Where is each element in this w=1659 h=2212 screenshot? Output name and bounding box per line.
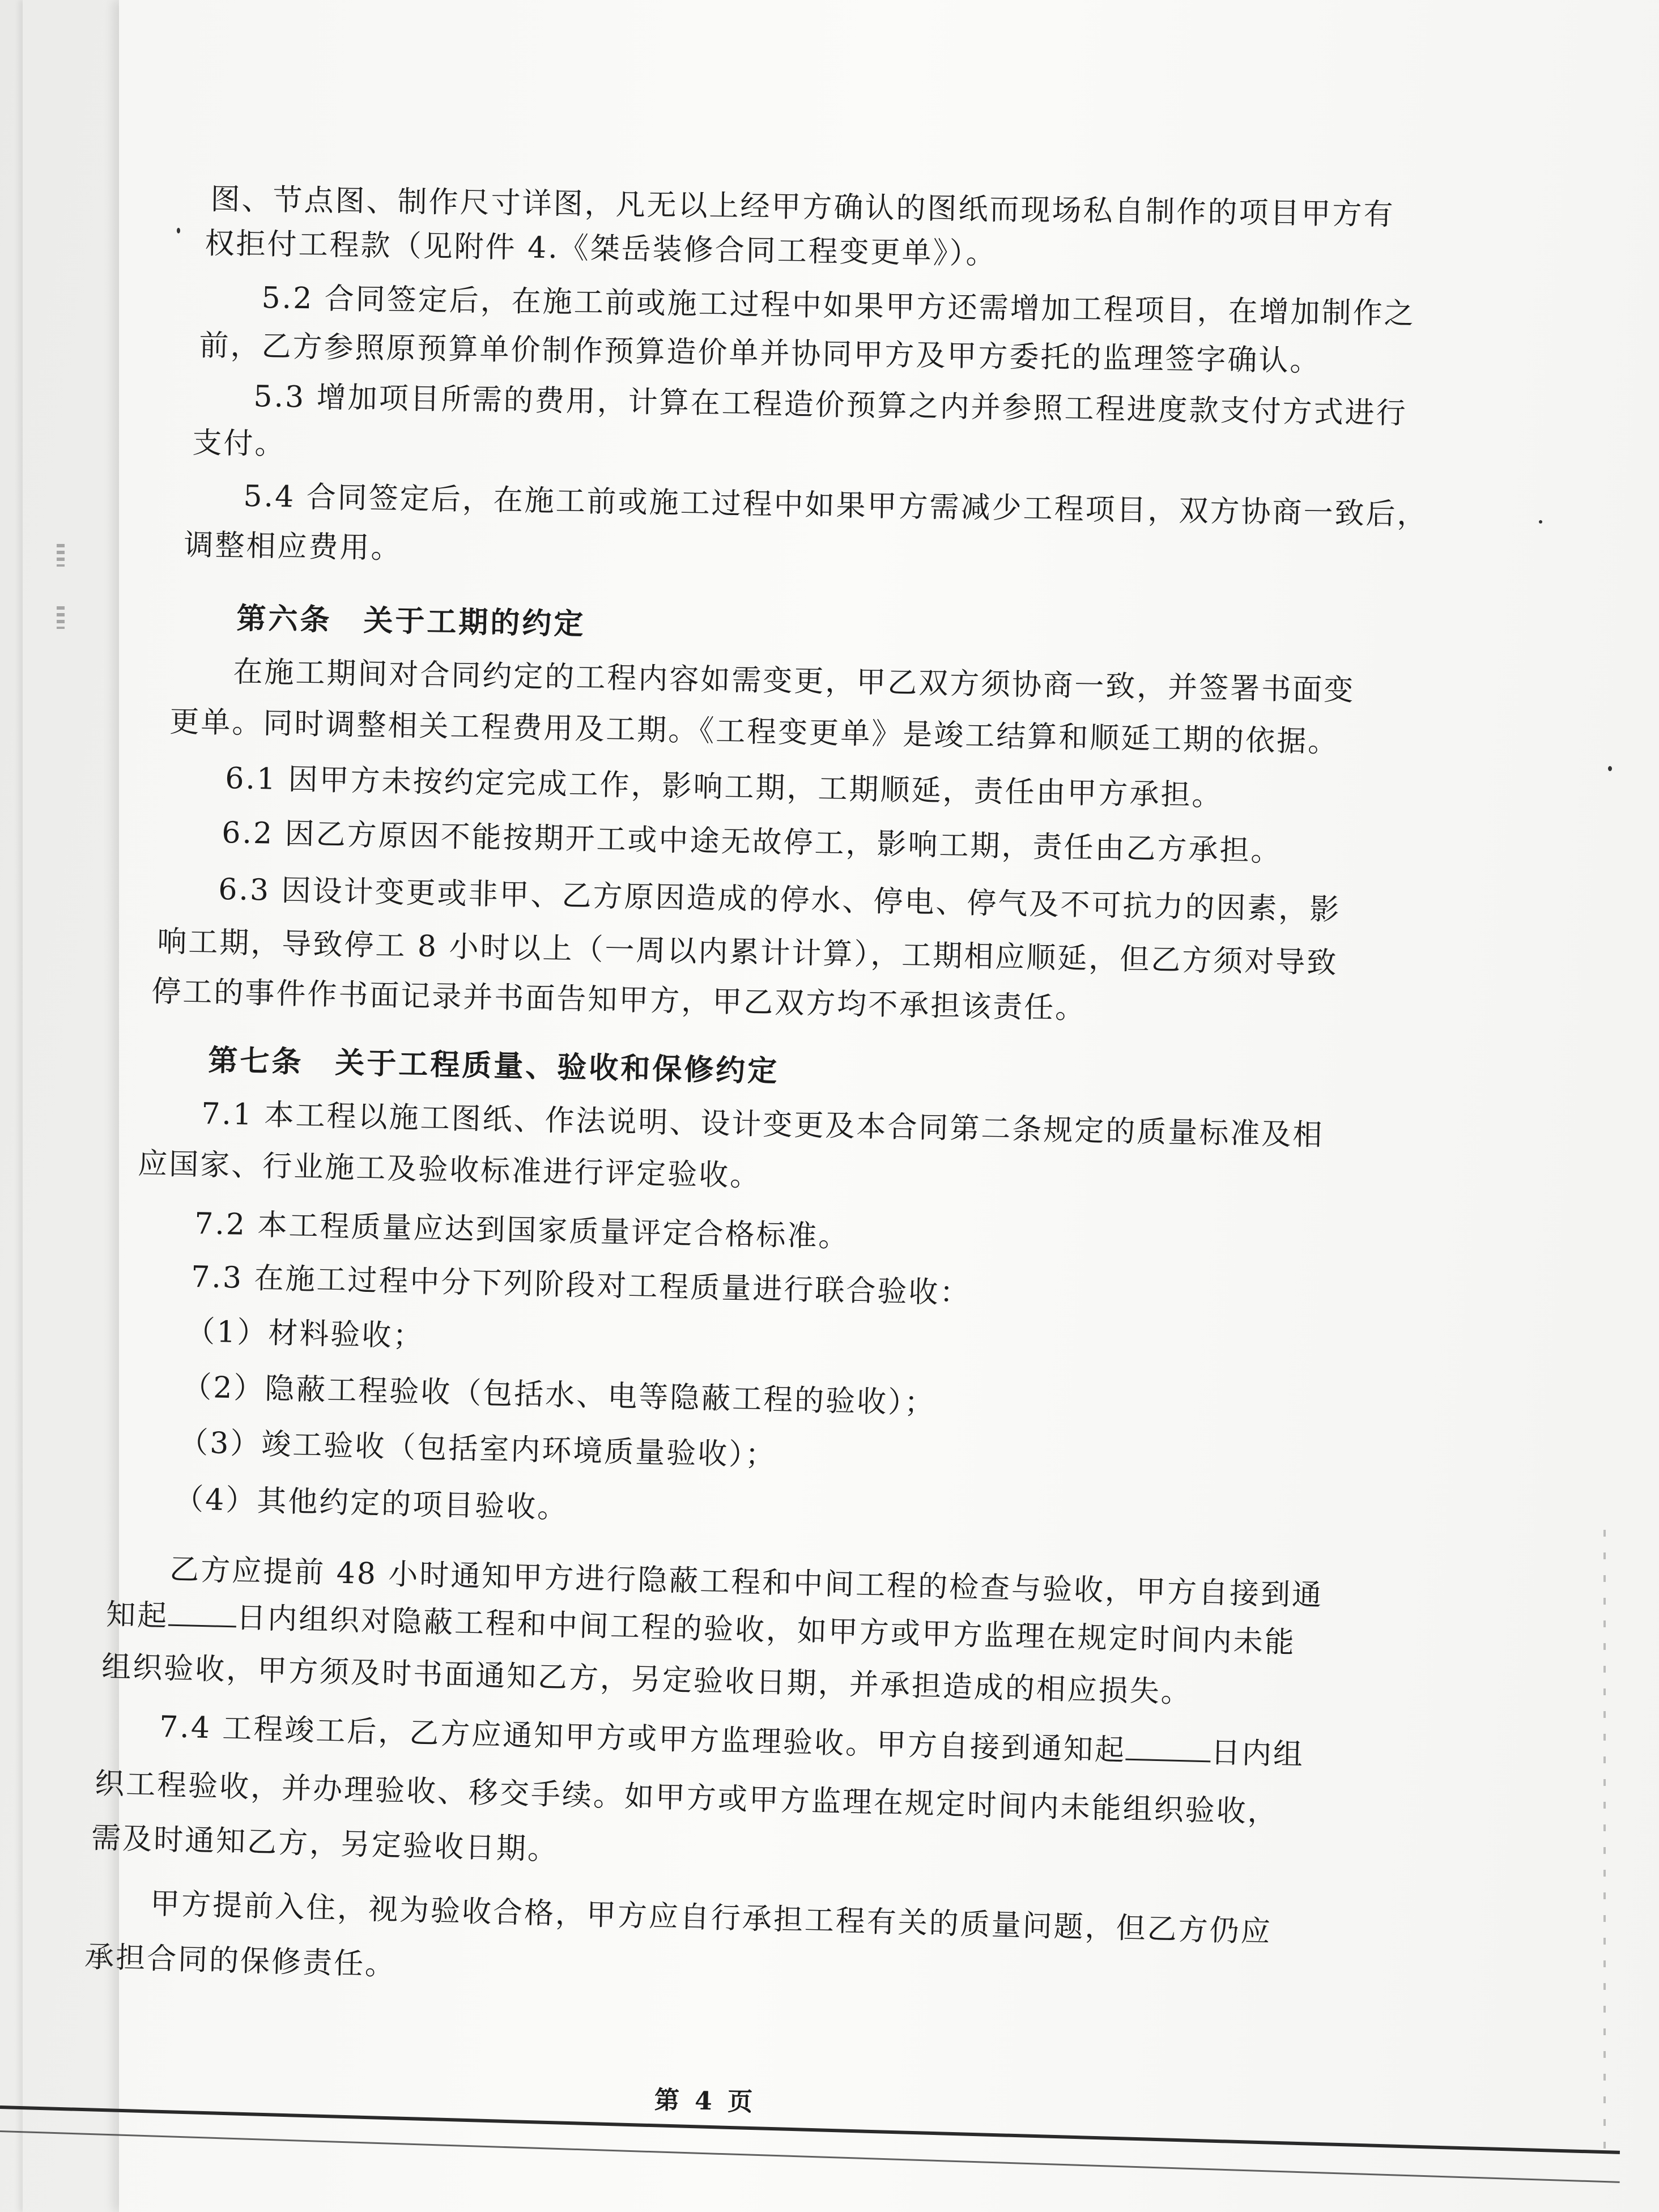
section-heading: 第六条 关于工期的约定 — [236, 601, 586, 642]
text-line: 5.4 合同签定后，在施工前或施工过程中如果甲方需减少工程项目，双方协商一致后， — [243, 479, 1428, 532]
text-line: 组织验收，甲方须及时书面通知乙方，另定验收日期，并承担造成的相应损失。 — [101, 1650, 1193, 1710]
text-line: 调整相应费用。 — [184, 528, 402, 566]
text-line: 6.3 因设计变更或非甲、乙方原因造成的停水、停电、停气及不可抗力的因素，影 — [218, 873, 1341, 928]
section-heading: 第七条 关于工程质量、验收和保修约定 — [207, 1043, 780, 1089]
list-item: （4）其他约定的项目验收。 — [173, 1482, 569, 1525]
text-line: 更单。同时调整相关工程费用及工期。《工程变更单》是竣工结算和顺延工期的依据。 — [169, 705, 1339, 760]
page-number: 第 4 页 — [654, 2086, 756, 2117]
list-item: （2）隐蔽工程验收（包括水、电等隐蔽工程的验收）； — [181, 1370, 936, 1421]
text-fragment: 7.4 工程竣工后，乙方应通知甲方或甲方监理验收。甲方自接到通知起 — [159, 1710, 1126, 1768]
text-line: 前，乙方参照原预算单价制作预算造价单并协同甲方及甲方委托的监理签字确认。 — [199, 329, 1321, 378]
fill-in-blank[interactable] — [168, 1600, 237, 1628]
text-fragment: 日内组 — [1210, 1735, 1305, 1772]
text-line: 5.3 增加项目所需的费用，计算在工程造价预算之内并参照工程进度款支付方式进行 — [253, 380, 1408, 431]
text-line: 在施工期间对合同约定的工程内容如需变更，甲乙双方须协商一致，并签署书面变 — [233, 655, 1355, 708]
text-line: 6.1 因甲方未按约定完成工作，影响工期，工期顺延，责任由甲方承担。 — [224, 762, 1223, 813]
text-fragment: 知起 — [105, 1598, 169, 1634]
text-line: 乙方应提前 48 小时通知甲方进行隐蔽工程和中间工程的检查与验收，甲方自接到通 — [169, 1552, 1324, 1613]
text-line: 5.2 合同签定后，在施工前或施工过程中如果甲方还需增加工程项目，在增加制作之 — [261, 281, 1416, 331]
text-line: 7.1 本工程以施工图纸、作法说明、设计变更及本合同第二条规定的质量标准及相 — [201, 1097, 1324, 1153]
text-fragment: 日内组织对隐蔽工程和中间工程的验收，如甲方或甲方监理在规定时间内未能 — [236, 1601, 1296, 1660]
text-line: 需及时通知乙方，另定验收日期。 — [91, 1821, 559, 1867]
text-line-with-blank — [159, 1710, 1305, 1772]
text-line: 甲方提前入住，视为验收合格，甲方应自行承担工程有关的质量问题，但乙方仍应 — [150, 1887, 1273, 1950]
text-line: 7.2 本工程质量应达到国家质量评定合格标准。 — [194, 1207, 850, 1254]
text-line: 图、节点图、制作尺寸详图，凡无以上经甲方确认的图纸而现场私自制作的项目甲方有 — [210, 182, 1395, 232]
list-item: （3）竣工验收（包括室内环境质量验收）； — [178, 1426, 777, 1473]
text-line: 7.3 在施工过程中分下列阶段对工程质量进行联合验收： — [190, 1260, 971, 1311]
text-line: 织工程验收，并办理验收、移交手续。如甲方或甲方监理在规定时间内未能组织验收， — [94, 1767, 1279, 1830]
text-line: 停工的事件作书面记录并书面告知甲方，甲乙双方均不承担该责任。 — [151, 975, 1087, 1026]
text-line: 支付。 — [192, 426, 286, 462]
text-line: 应国家、行业施工及验收标准进行评定验收。 — [137, 1147, 762, 1194]
text-line: 承担合同的保修责任。 — [84, 1940, 397, 1983]
text-line: 响工期，导致停工 8 小时以上（一周以内累计计算），工期相应顺延，但乙方须对导致 — [156, 925, 1338, 981]
text-line: 权拒付工程款（见附件 4.《桀岳装修合同工程变更单》）。 — [205, 227, 998, 271]
list-item: （1）材料验收； — [185, 1315, 425, 1354]
text-line: 6.2 因乙方原因不能按期开工或中途无故停工，影响工期，责任由乙方承担。 — [221, 816, 1282, 869]
fill-in-blank[interactable] — [1126, 1734, 1211, 1763]
